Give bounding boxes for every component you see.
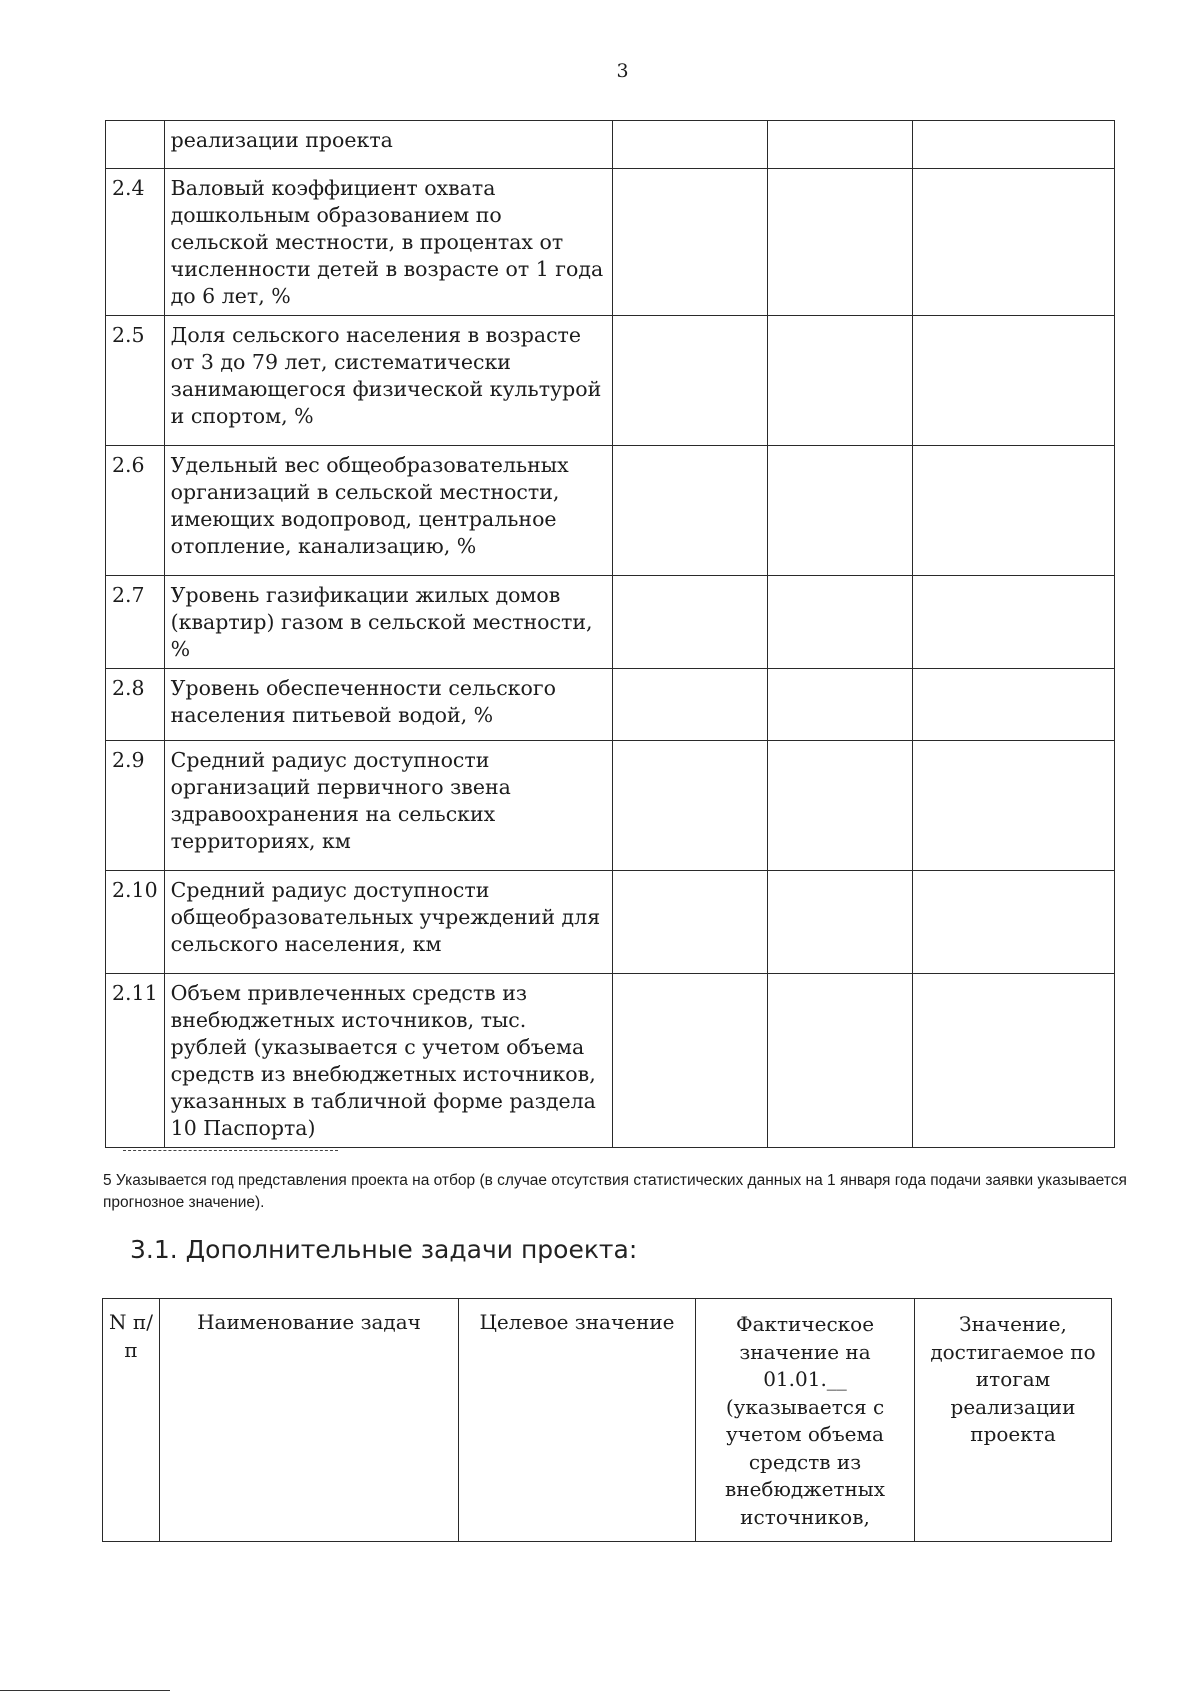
header-task-name: Наименование задач (160, 1299, 459, 1542)
table-row (106, 316, 1115, 446)
row-value-cell (612, 669, 767, 741)
row-indicator-name: Доля сельского населения в возрасте от 3 до 79 лет, систематически занимающегося физической культурой и спортом, % (164, 316, 612, 446)
row-value-cell (912, 446, 1114, 576)
table-row (106, 741, 1115, 871)
header-actual-value: Фактическое значение на 01.01.__ (указывается с учетом объема средств из внебюджетных источников, (696, 1299, 915, 1542)
table-row (106, 169, 1115, 316)
row-value-cell (767, 669, 912, 741)
row-value-cell (912, 121, 1114, 169)
row-value-cell (612, 316, 767, 446)
row-value-cell (612, 576, 767, 669)
row-value-cell (767, 576, 912, 669)
row-value-cell (612, 974, 767, 1148)
row-value-cell (612, 446, 767, 576)
row-number (106, 121, 165, 169)
row-indicator-name: Удельный вес общеобразовательных организаций в сельской местности, имеющих водопровод, центральное отопление, канализацию, % (164, 446, 612, 576)
row-number: 2.5 (106, 316, 165, 446)
row-value-cell (912, 669, 1114, 741)
footnote-separator (123, 1150, 338, 1151)
header-target-value: Целевое значение (459, 1299, 696, 1542)
row-value-cell (767, 974, 912, 1148)
row-number: 2.4 (106, 169, 165, 316)
row-value-cell (767, 446, 912, 576)
row-value-cell (612, 741, 767, 871)
indicators-table-continued (105, 120, 1115, 1148)
row-number: 2.10 (106, 871, 165, 974)
row-value-cell (612, 871, 767, 974)
row-indicator-name: Средний радиус доступности организаций первичного звена здравоохранения на сельских территориях, км (164, 741, 612, 871)
row-number: 2.11 (106, 974, 165, 1148)
row-value-cell (912, 871, 1114, 974)
row-indicator-name: Средний радиус доступности общеобразовательных учреждений для сельского населения, км (164, 871, 612, 974)
row-value-cell (912, 974, 1114, 1148)
page-number: 3 (616, 60, 629, 82)
row-value-cell (912, 316, 1114, 446)
row-indicator-name: реализации проекта (164, 121, 612, 169)
row-value-cell (912, 741, 1114, 871)
row-value-cell (767, 741, 912, 871)
section-title: 3.1. Дополнительные задачи проекта: (130, 1235, 638, 1264)
row-number: 2.9 (106, 741, 165, 871)
page-edge-line (0, 1690, 170, 1691)
row-value-cell (767, 871, 912, 974)
row-value-cell (612, 169, 767, 316)
row-indicator-name: Уровень обеспеченности сельского населения питьевой водой, % (164, 669, 612, 741)
row-value-cell (767, 121, 912, 169)
table-header-row (103, 1299, 1112, 1542)
row-value-cell (767, 316, 912, 446)
table-row (106, 871, 1115, 974)
table-row (106, 576, 1115, 669)
table-row (106, 121, 1115, 169)
row-value-cell (767, 169, 912, 316)
table-row (106, 974, 1115, 1148)
row-indicator-name: Объем привлеченных средств из внебюджетных источников, тыс. рублей (указывается с учетом объема средств из внебюджетных источников, указанных в табличной форме раздела 10 Паспорта) (164, 974, 612, 1148)
row-number: 2.7 (106, 576, 165, 669)
row-number: 2.6 (106, 446, 165, 576)
header-expected-value: Значение, достигаемое по итогам реализации проекта (915, 1299, 1112, 1542)
footnote-text: 5 Указывается год представления проекта на отбор (в случае отсутствия статистических данных на 1 января года подачи заявки указывается прогнозное значение). (103, 1172, 1127, 1211)
header-num: N п/п (103, 1299, 160, 1542)
row-indicator-name: Валовый коэффициент охвата дошкольным образованием по сельской местности, в процентах от численности детей в возрасте от 1 года до 6 лет, % (164, 169, 612, 316)
row-value-cell (912, 169, 1114, 316)
row-value-cell (912, 576, 1114, 669)
row-number: 2.8 (106, 669, 165, 741)
table-row (106, 446, 1115, 576)
additional-tasks-table (102, 1298, 1112, 1542)
row-indicator-name: Уровень газификации жилых домов (квартир) газом в сельской местности, % (164, 576, 612, 669)
row-value-cell (612, 121, 767, 169)
table-row (106, 669, 1115, 741)
